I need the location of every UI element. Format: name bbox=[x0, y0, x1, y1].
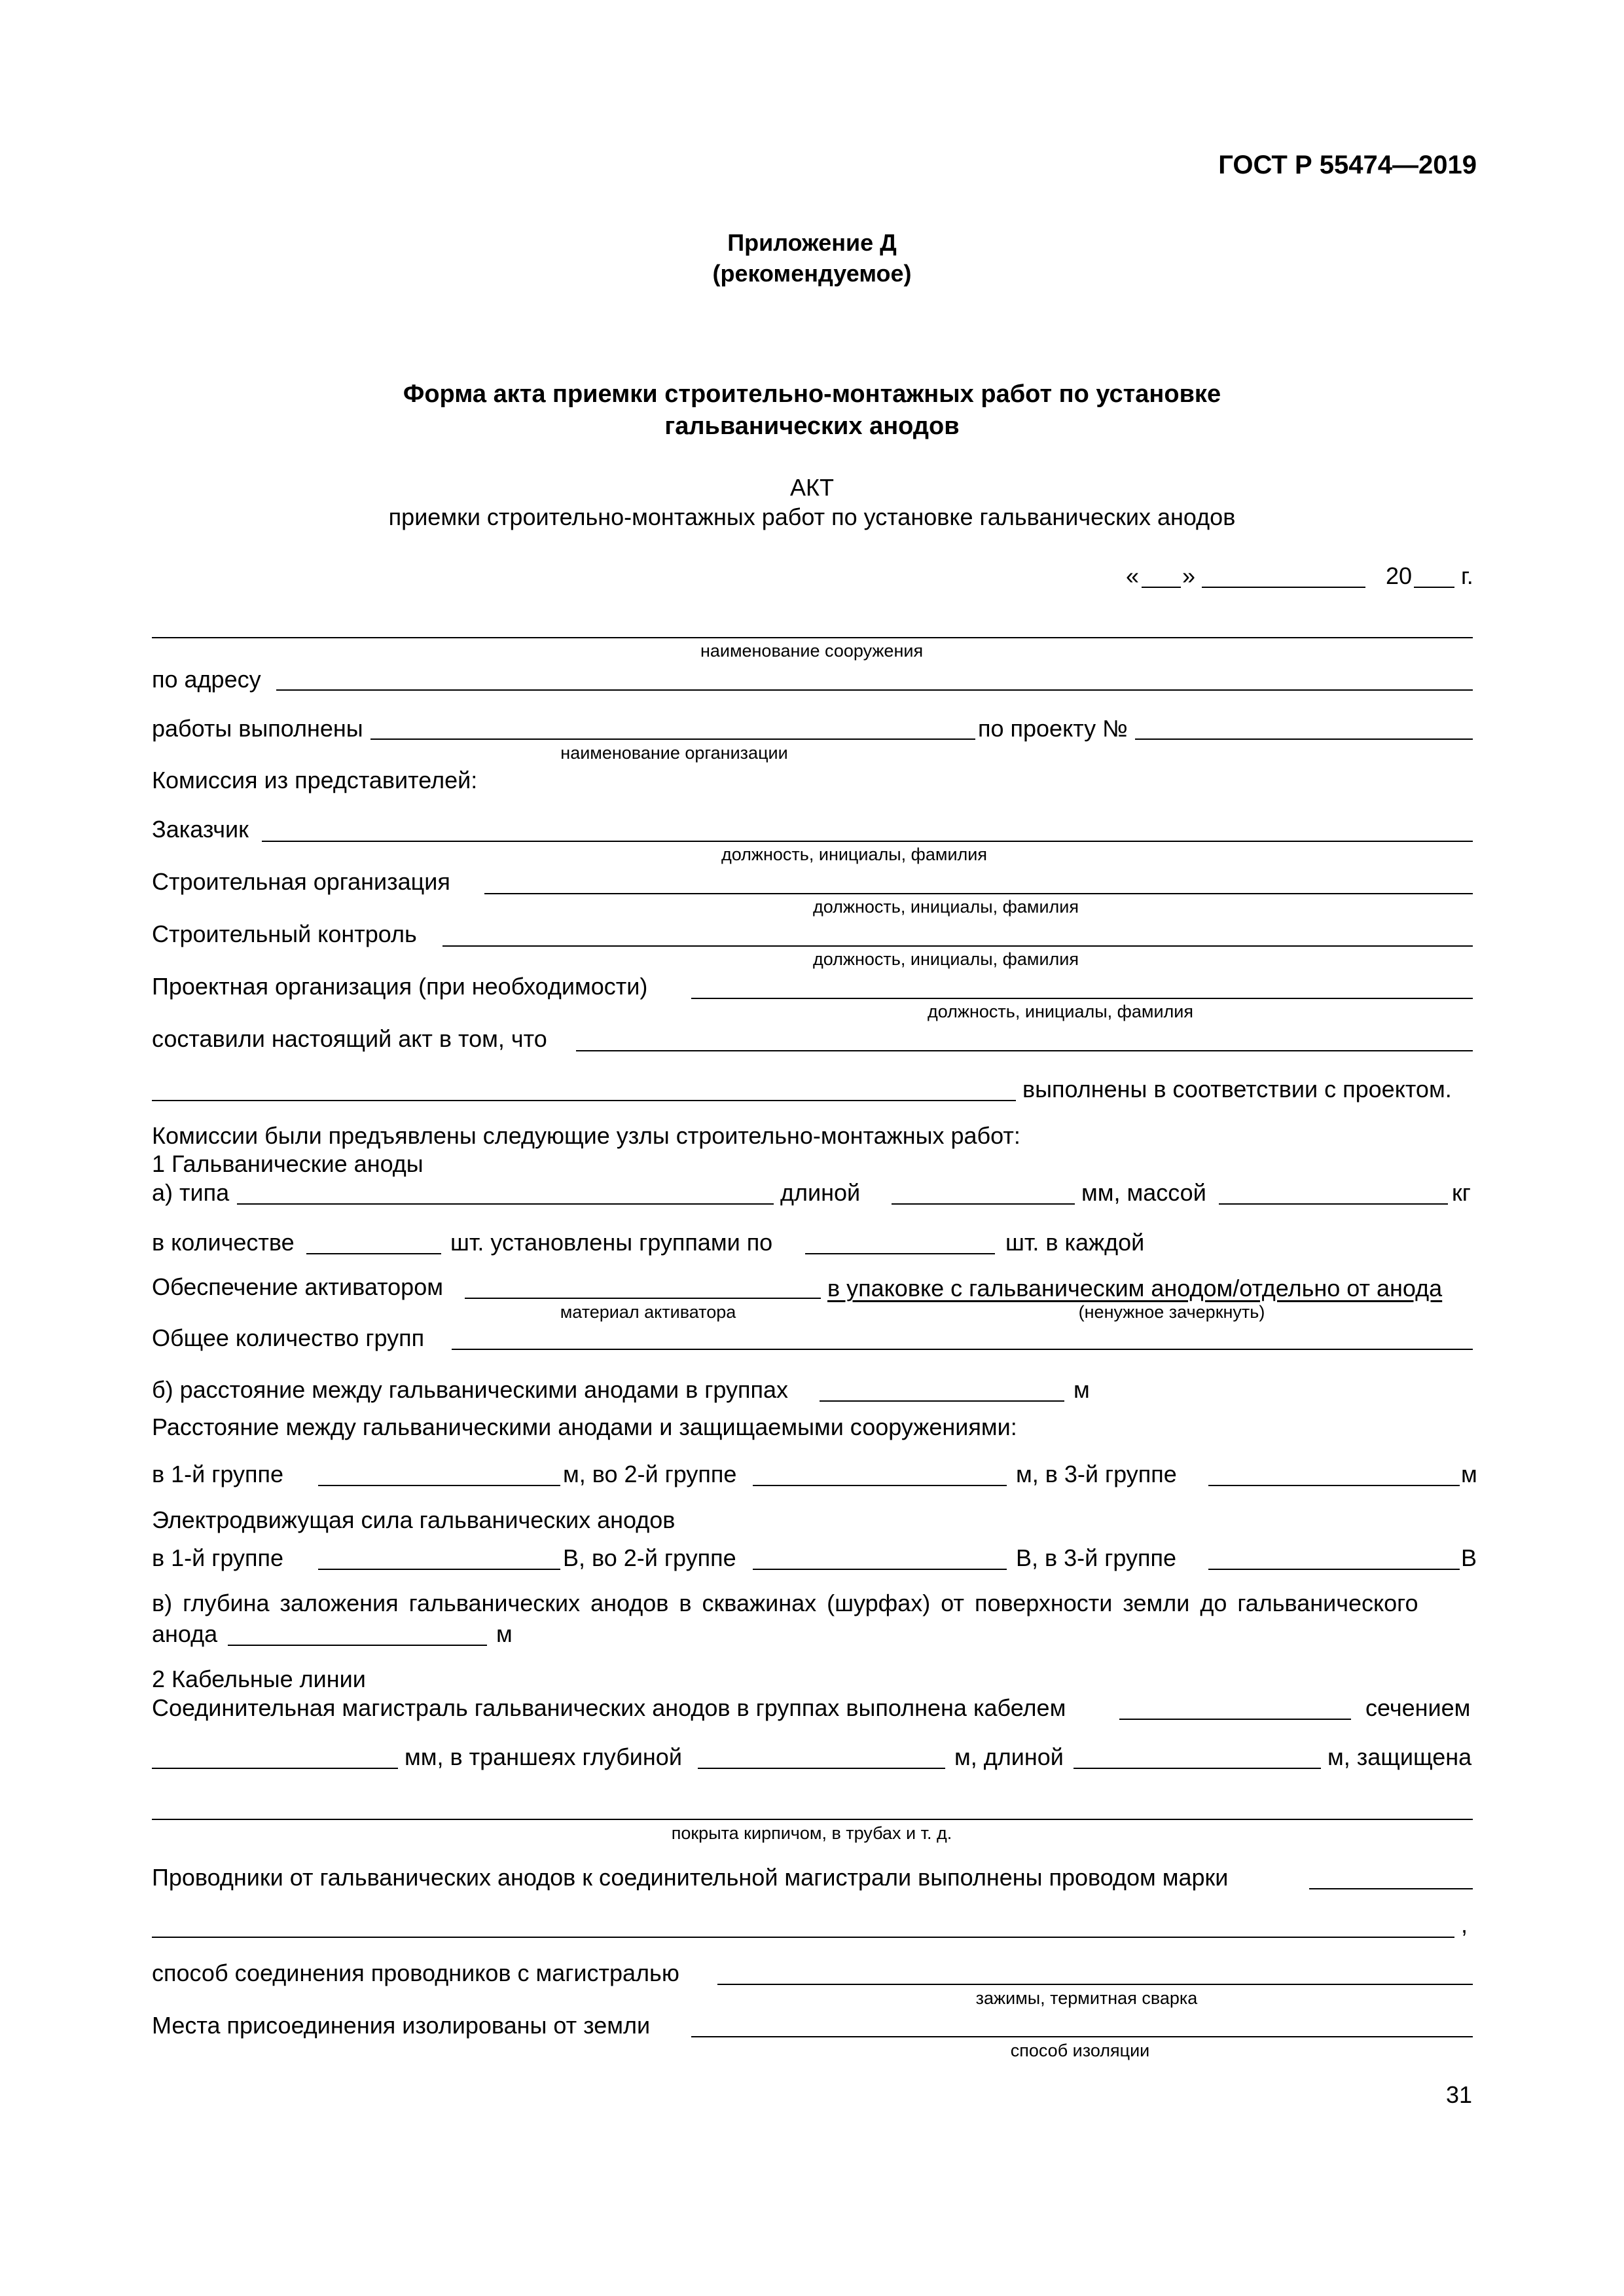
construction-org-field[interactable] bbox=[484, 893, 1473, 894]
cross-section-field[interactable] bbox=[152, 1768, 398, 1769]
insulated-label: Места присоединения изолированы от земли bbox=[152, 2012, 651, 2039]
done-per-project-label: выполнены в соответствии с проектом. bbox=[1022, 1076, 1452, 1102]
total-groups-field[interactable] bbox=[452, 1349, 1473, 1350]
wire-grade-continuation-field[interactable] bbox=[152, 1937, 1454, 1938]
dist-group1-field[interactable] bbox=[318, 1485, 560, 1486]
depth-unit: м bbox=[496, 1620, 513, 1647]
date-year-prefix: 20 bbox=[1386, 562, 1413, 589]
appendix-title: Приложение Д bbox=[727, 229, 897, 256]
connection-way-caption: зажимы, термитная сварка bbox=[975, 1988, 1198, 2008]
presented-label: Комиссии были предъявлены следующие узлы строительно-монтажных работ: bbox=[152, 1122, 1020, 1149]
emf-group1-label: в 1-й группе bbox=[152, 1544, 284, 1571]
commission-label: Комиссия из представителей: bbox=[152, 767, 478, 793]
anode-mass-field[interactable] bbox=[1219, 1203, 1448, 1205]
comma: , bbox=[1461, 1911, 1468, 1938]
insulation-field[interactable] bbox=[691, 2036, 1473, 2037]
compiled-field[interactable] bbox=[576, 1050, 1473, 1051]
design-org-label: Проектная организация (при необходимости) bbox=[152, 973, 648, 1000]
trunk-cable-label: Соединительная магистраль гальванических анодов в группах выполнена кабелем bbox=[152, 1694, 1066, 1721]
date-close-quote: » bbox=[1182, 562, 1196, 589]
conductors-label: Проводники от гальванических анодов к соединительной магистрали выполнены проводом марки bbox=[152, 1864, 1229, 1891]
cable-length-field[interactable] bbox=[1074, 1768, 1321, 1769]
pcs-installed-label: шт. установлены группами по bbox=[450, 1229, 773, 1256]
structure-name-caption: наименование сооружения bbox=[700, 641, 924, 661]
quantity-label: в количестве bbox=[152, 1229, 295, 1256]
by-project-label: по проекту № bbox=[978, 715, 1128, 742]
cable-protection-caption: покрыта кирпичом, в трубах и т. д. bbox=[671, 1823, 952, 1843]
design-org-field[interactable] bbox=[691, 998, 1473, 999]
date-suffix: г. bbox=[1461, 562, 1473, 589]
works-description-field[interactable] bbox=[152, 1100, 1016, 1101]
act-subtitle: приемки строительно-монтажных работ по установке гальванических анодов bbox=[388, 503, 1236, 530]
date-month-field[interactable] bbox=[1202, 587, 1365, 588]
distance-structures-label: Расстояние между гальваническими анодами и защищаемыми сооружениями: bbox=[152, 1413, 1017, 1440]
dist-group1-label: в 1-й группе bbox=[152, 1461, 284, 1487]
customer-label: Заказчик bbox=[152, 816, 249, 843]
project-number-field[interactable] bbox=[1135, 738, 1473, 740]
distance-between-field[interactable] bbox=[820, 1400, 1064, 1402]
depth-line1: в) глубина заложения гальванических анодов в скважинах (шурфах) от поверхности земли до гальванического bbox=[152, 1590, 1418, 1616]
section1-heading: 1 Гальванические аноды bbox=[152, 1150, 424, 1177]
design-org-caption: должность, инициалы, фамилия bbox=[928, 1002, 1193, 1021]
cable-protection-field[interactable] bbox=[152, 1819, 1473, 1820]
length-label: длиной bbox=[780, 1179, 861, 1206]
anode-length-field[interactable] bbox=[892, 1203, 1075, 1205]
connection-way-field[interactable] bbox=[717, 1984, 1473, 1985]
emf-group3-field[interactable] bbox=[1208, 1569, 1460, 1570]
organization-caption: наименование организации bbox=[560, 743, 788, 763]
form-title-line2: гальванических анодов bbox=[664, 412, 960, 440]
activator-material-field[interactable] bbox=[465, 1298, 821, 1299]
address-label: по адресу bbox=[152, 666, 261, 693]
anode-type-field[interactable] bbox=[237, 1203, 774, 1205]
organization-field[interactable] bbox=[370, 738, 975, 740]
depth-line2: анода bbox=[152, 1620, 218, 1647]
type-label: а) типа bbox=[152, 1179, 230, 1206]
customer-field[interactable] bbox=[262, 841, 1473, 842]
distance-between-unit: м bbox=[1074, 1376, 1090, 1403]
group-size-field[interactable] bbox=[805, 1253, 995, 1254]
protected-label: м, защищена bbox=[1327, 1743, 1472, 1770]
kg-label: кг bbox=[1452, 1179, 1471, 1206]
trunk-cable-field[interactable] bbox=[1119, 1719, 1351, 1720]
pcs-each-label: шт. в каждой bbox=[1005, 1229, 1145, 1256]
construction-org-label: Строительная организация bbox=[152, 868, 450, 895]
dist-group3-label: м, в 3-й группе bbox=[1016, 1461, 1177, 1487]
emf-group2-label: В, во 2-й группе bbox=[563, 1544, 736, 1571]
mm-mass-label: мм, массой bbox=[1081, 1179, 1206, 1206]
appendix-status: (рекомендуемое) bbox=[712, 260, 912, 287]
wire-grade-field[interactable] bbox=[1309, 1888, 1473, 1889]
date-open-quote: « bbox=[1126, 562, 1140, 589]
construction-control-caption: должность, инициалы, фамилия bbox=[813, 949, 1079, 969]
section2-heading: 2 Кабельные линии bbox=[152, 1666, 366, 1692]
cross-section-label: сечением bbox=[1365, 1694, 1471, 1721]
distance-between-label: б) расстояние между гальваническими анодами в группах bbox=[152, 1376, 788, 1403]
customer-caption: должность, инициалы, фамилия bbox=[721, 845, 987, 864]
dist-unit: м bbox=[1461, 1461, 1477, 1487]
act-title: АКТ bbox=[790, 474, 834, 501]
connection-way-label: способ соединения проводников с магистралью bbox=[152, 1959, 679, 1986]
emf-group3-label: В, в 3-й группе bbox=[1016, 1544, 1177, 1571]
date-year-field[interactable] bbox=[1414, 587, 1454, 588]
page-number: 31 bbox=[1445, 2081, 1472, 2108]
activator-material-caption: материал активатора bbox=[560, 1302, 736, 1322]
emf-group1-field[interactable] bbox=[318, 1569, 560, 1570]
insulation-caption: способ изоляции bbox=[1010, 2041, 1150, 2060]
dist-group2-field[interactable] bbox=[753, 1485, 1007, 1486]
emf-label: Электродвижущая сила гальванических анодов bbox=[152, 1506, 676, 1533]
standard-number: ГОСТ Р 55474—2019 bbox=[1218, 151, 1477, 179]
strike-note-caption: (ненужное зачеркнуть) bbox=[1078, 1302, 1265, 1322]
works-done-label: работы выполнены bbox=[152, 715, 363, 742]
dist-group2-label: м, во 2-й группе bbox=[563, 1461, 737, 1487]
construction-control-field[interactable] bbox=[442, 945, 1473, 947]
trench-depth-field[interactable] bbox=[698, 1768, 945, 1769]
activator-label: Обеспечение активатором bbox=[152, 1273, 443, 1300]
structure-name-field[interactable] bbox=[152, 637, 1473, 638]
activator-option: в упаковке с гальваническим анодом/отдельно от анода bbox=[827, 1275, 1443, 1302]
form-title-line1: Форма акта приемки строительно-монтажных работ по установке bbox=[403, 380, 1221, 408]
compiled-label: составили настоящий акт в том, что bbox=[152, 1025, 547, 1052]
depth-field[interactable] bbox=[228, 1645, 487, 1646]
emf-group2-field[interactable] bbox=[753, 1569, 1007, 1570]
construction-control-label: Строительный контроль bbox=[152, 920, 417, 947]
dist-group3-field[interactable] bbox=[1208, 1485, 1460, 1486]
address-field[interactable] bbox=[276, 689, 1473, 691]
date-day-field[interactable] bbox=[1142, 587, 1181, 588]
trench-depth-label: мм, в траншеях глубиной bbox=[405, 1743, 682, 1770]
total-groups-label: Общее количество групп bbox=[152, 1324, 425, 1351]
cable-length-label: м, длиной bbox=[954, 1743, 1064, 1770]
quantity-field[interactable] bbox=[306, 1253, 441, 1254]
emf-unit: В bbox=[1461, 1544, 1477, 1571]
construction-org-caption: должность, инициалы, фамилия bbox=[813, 897, 1079, 917]
